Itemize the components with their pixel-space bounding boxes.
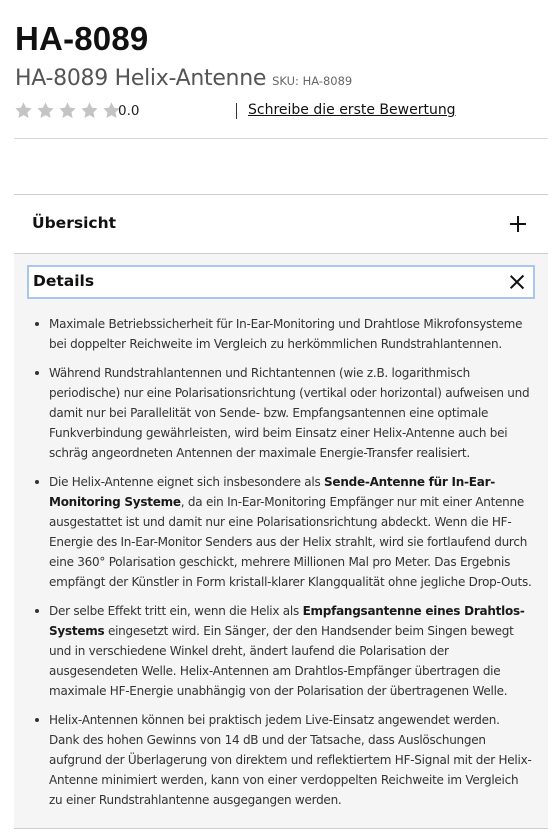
rating-separator [236,103,237,119]
star-icon[interactable] [58,101,77,120]
rating-stars[interactable] [14,101,124,120]
star-icon[interactable] [80,101,99,120]
accordion-overview[interactable] [14,195,548,253]
bullet-text: Helix-Antennen können bei praktisch jedem Live-Einsatz angewendet werden. Dank des hohen Gewinns von 14 dB und der Tatsache, dass Auslöschungen aufgrund der Überlagerung von direktem und reflektiertem HF-Signal mit der Helix-Antenne minimiert werden, kann von einer verdoppelten Reichweite im Vergleich zu einer Rundstrahlantenne ausgegangen werden. [49,713,532,807]
list-item [32,363,532,463]
product-title: HA-8089 [15,20,149,57]
accordion-details-label: Details [33,272,95,290]
list-item [32,710,532,810]
plus-icon[interactable] [508,214,528,234]
divider [14,138,548,139]
bullet-emphasis: Sende-Antenne für In-Ear-Monitoring Systeme [49,475,495,509]
bullet-text: eingesetzt wird. Ein Sänger, der den Handsender beim Singen bewegt und in verschiedene Winkel dreht, ändert laufend die Polarisation der ausgesendeten Welle. Helix-Antennen am Drahtlos-Empfänger übertragen die maximale HF-Energie unabhängig von der Polarisation der übertragenen Welle. [49,624,514,698]
star-icon[interactable] [36,101,55,120]
product-subtitle: HA-8089 Helix-Antenne [15,66,267,91]
star-icon[interactable] [14,101,33,120]
bullet-text: Maximale Betriebssicherheit für In-Ear-Monitoring und Drahtlose Mikrofonsysteme bei doppelter Reichweite im Vergleich zu herkömmlichen Rundstrahlantennen. [49,317,523,351]
accordion-overview-label: Übersicht [32,214,117,232]
rating-score: 0.0 [118,103,140,119]
list-item [32,601,532,701]
accordion-details-header[interactable] [27,265,535,299]
accordion-divider [14,828,548,829]
list-item [32,314,532,354]
bullet-text: Während Rundstrahlantennen und Richtantennen (wie z.B. logarithmisch periodische) nur eine Polarisationsrichtung (vertikal oder horizontal) aufweisen und damit nur bei Parallelität von Sende- bzw. Empfangsantennen eine optimale Funkverbindung gewährleisten, wird beim Einsatz einer Helix-Antenne auch bei schräg angeordneten Antennen der maximale Energie-Transfer realisiert. [49,366,530,460]
product-sku: SKU: HA-8089 [272,74,353,88]
list-item [32,472,532,592]
close-icon[interactable] [509,274,525,290]
bullet-text: Der selbe Effekt tritt ein, wenn die Helix als [49,604,303,618]
details-bullet-list [32,314,532,819]
bullet-emphasis: Empfangsantenne eines Drahtlos-Systems [49,604,525,638]
write-review-link[interactable]: Schreibe die erste Bewertung [248,102,456,118]
accordion-details-panel [14,254,548,828]
bullet-text: Die Helix-Antenne eignet sich insbesondere als [49,475,325,489]
rating-row [14,101,534,123]
product-subtitle-row [15,66,352,96]
bullet-text: , da ein In-Ear-Monitoring Empfänger nur mit einer Antenne ausgestattet ist und damit nur eine Polarisationsrichtung abdeckt. Wenn die HF-Energie des In-Ear-Monitor Senders aus der Helix strahlt, wird sie fortlaufend durch eine 360° Polarisation geschickt, mehrere Millionen Mal pro Meter. Das Ergebnis empfängt der Künstler in Form kristall-klarer Klangqualität ohne jegliche Drop-Outs. [49,495,532,589]
